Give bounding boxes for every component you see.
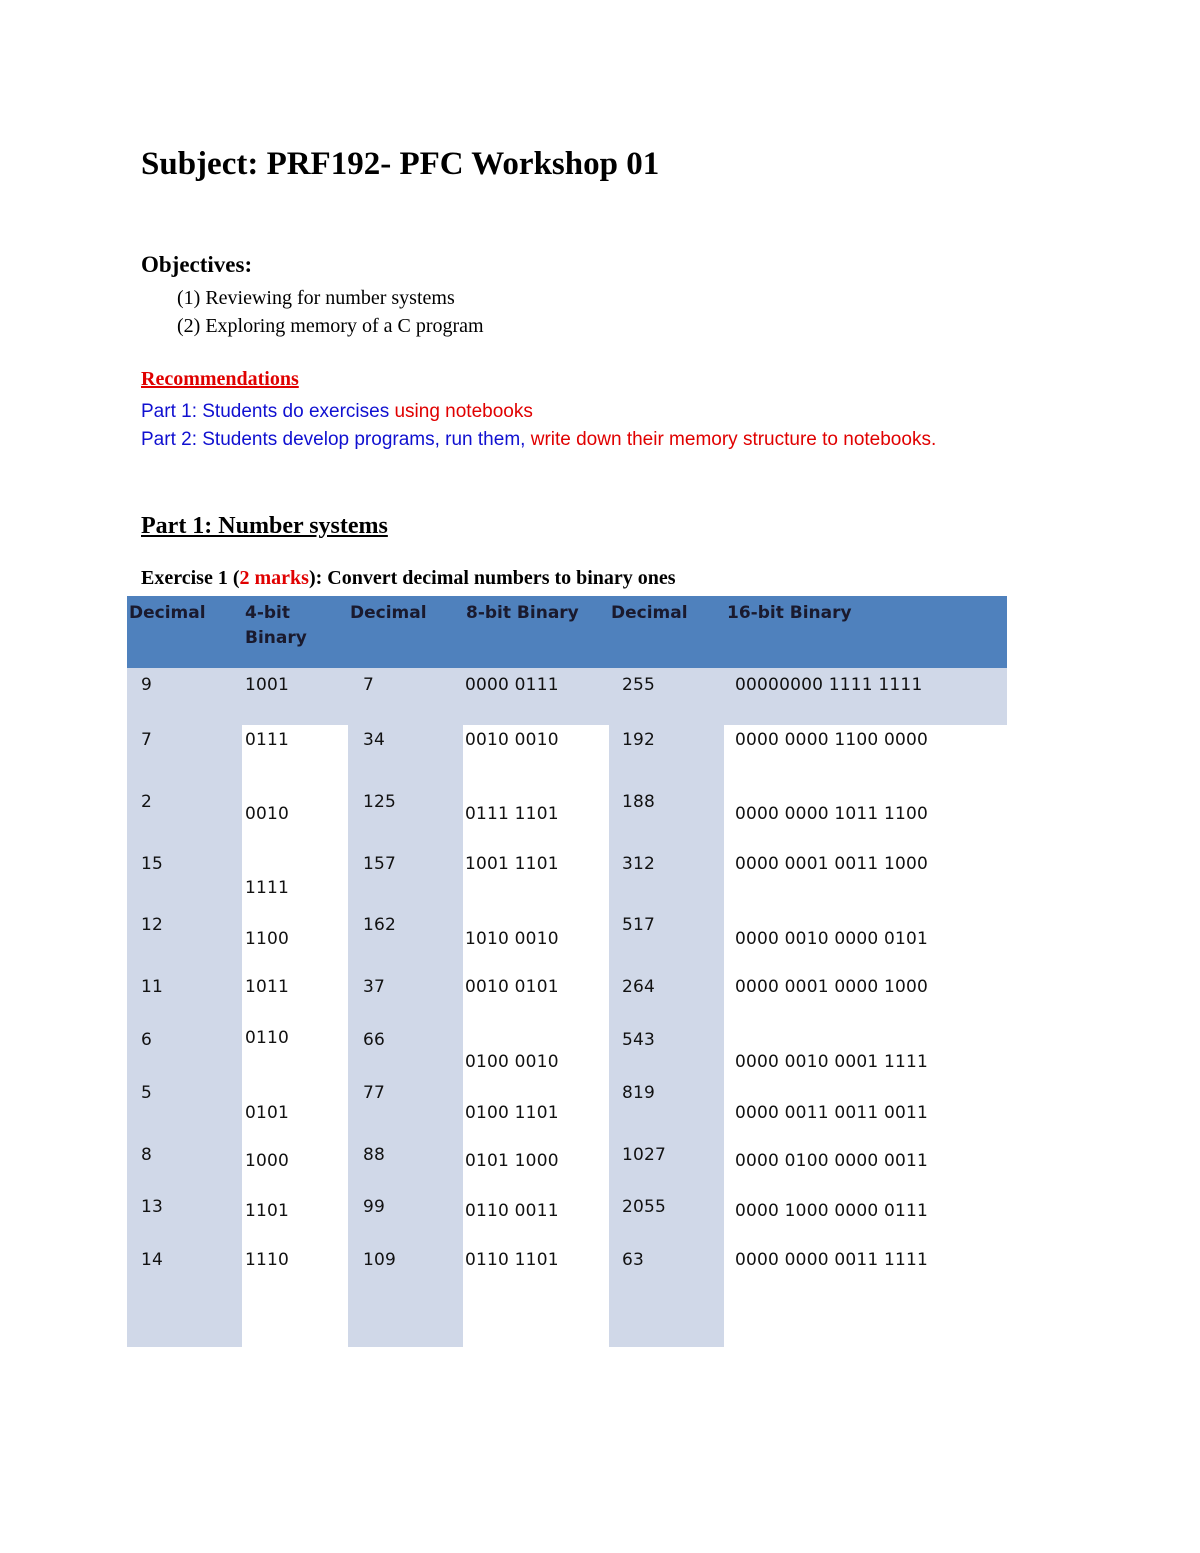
table-cell-decimal-8bit: 162 [363,915,397,935]
header-decimal: Decimal [611,603,688,623]
recommendation-part1 [141,398,961,426]
table-cell-decimal-16bit: 264 [622,977,656,997]
table-cell-decimal-8bit: 99 [363,1197,386,1217]
exercise1-marks: 2 marks [239,567,309,589]
table-cell-decimal-4bit: 6 [141,1030,153,1050]
table-cell-decimal-8bit: 109 [363,1250,397,1270]
table-cell-decimal-16bit: 2055 [622,1197,667,1217]
table-cell-binary-8bit: 0110 0011 [465,1201,559,1221]
header-decimal: Decimal [350,603,427,623]
table-cell-binary-16bit: 0000 0010 0001 1111 [735,1052,929,1072]
table-cell-decimal-4bit: 14 [141,1250,164,1270]
table-cell-binary-16bit: 0000 0000 1100 0000 [735,730,929,750]
table-cell-binary-4bit: 1111 [245,878,290,898]
table-cell-binary-4bit: 0010 [245,804,290,824]
recommendation-part2-emphasis: write down their memory structure to notebooks. [530,429,937,450]
table-cell-binary-4bit: 0111 [245,730,290,750]
table-cell-decimal-8bit: 88 [363,1145,386,1165]
exercise1-instruction: ): Convert decimal numbers to binary ones [308,567,676,589]
table-cell-binary-4bit: 1001 [245,675,290,695]
table-cell-decimal-4bit: 15 [141,854,164,874]
recommendation-part2 [141,426,961,454]
table-cell-binary-16bit: 0000 0000 1011 1100 [735,804,929,824]
table-cell-binary-8bit: 0110 1101 [465,1250,559,1270]
table-cell-binary-4bit: 1100 [245,929,290,949]
exercise1-label: Exercise 1 ( [141,567,240,589]
table-cell-binary-8bit: 0111 1101 [465,804,559,824]
table-cell-binary-8bit: 0100 0010 [465,1052,559,1072]
table-cell-decimal-8bit: 34 [363,730,386,750]
table-cell-binary-4bit: 1110 [245,1250,290,1270]
table-cell-decimal-16bit: 63 [622,1250,645,1270]
recommendation-part1-text: Part 1: Students do exercises [141,401,395,422]
table-cell-binary-8bit: 0010 0101 [465,977,559,997]
table-cell-decimal-16bit: 312 [622,854,656,874]
page-title: Subject: PRF192- PFC Workshop 01 [141,146,660,182]
table-cell-decimal-16bit: 543 [622,1030,656,1050]
table-cell-binary-8bit: 1010 0010 [465,929,559,949]
table-cell-decimal-16bit: 517 [622,915,656,935]
table-cell-decimal-16bit: 192 [622,730,656,750]
table-cell-decimal-4bit: 7 [141,730,153,750]
table-cell-binary-4bit: 1011 [245,977,290,997]
recommendation-part1-emphasis: using notebooks [394,401,533,422]
table-cell-binary-8bit: 0000 0111 [465,675,559,695]
objectives-heading: Objectives: [141,252,253,277]
table-cell-decimal-16bit: 819 [622,1083,656,1103]
table-cell-binary-8bit: 0010 0010 [465,730,559,750]
table-cell-decimal-4bit: 13 [141,1197,164,1217]
header-decimal: Decimal [129,603,206,623]
objective-item: (1) Reviewing for number systems [177,287,455,309]
table-cell-binary-4bit: 0101 [245,1103,290,1123]
table-cell-decimal-16bit: 188 [622,792,656,812]
table-cell-decimal-8bit: 7 [363,675,375,695]
table-cell-decimal-4bit: 5 [141,1083,153,1103]
table-cell-binary-16bit: 0000 0100 0000 0011 [735,1151,929,1171]
table-cell-binary-4bit: 1101 [245,1201,290,1221]
table-cell-binary-16bit: 0000 0001 0000 1000 [735,977,929,997]
header-16bit-binary: 16-bit Binary [727,603,852,623]
table-cell-decimal-4bit: 8 [141,1145,153,1165]
recommendations-title: Recommendations [141,368,299,390]
table-cell-binary-16bit: 00000000 1111 1111 [735,675,923,695]
table-cell-binary-16bit: 0000 0011 0011 0011 [735,1103,929,1123]
part1-title: Part 1: Number systems [141,513,388,539]
table-cell-decimal-8bit: 125 [363,792,397,812]
table-cell-binary-8bit: 0100 1101 [465,1103,559,1123]
table-cell-binary-16bit: 0000 1000 0000 0111 [735,1201,929,1221]
table-cell-decimal-4bit: 2 [141,792,153,812]
table-cell-binary-16bit: 0000 0000 0011 1111 [735,1250,929,1270]
table-cell-decimal-4bit: 11 [141,977,164,997]
table-cell-decimal-4bit: 9 [141,675,153,695]
table-cell-decimal-4bit: 12 [141,915,164,935]
table-cell-decimal-8bit: 77 [363,1083,386,1103]
table-cell-binary-16bit: 0000 0010 0000 0101 [735,929,929,949]
header-8bit-binary: 8-bit Binary [466,603,579,623]
table-cell-binary-8bit: 1001 1101 [465,854,559,874]
table-cell-binary-4bit: 0110 [245,1028,290,1048]
objective-item: (2) Exploring memory of a C program [177,315,484,337]
table-cell-decimal-8bit: 66 [363,1030,386,1050]
table-cell-decimal-8bit: 157 [363,854,397,874]
table-cell-binary-16bit: 0000 0001 0011 1000 [735,854,929,874]
table-cell-decimal-16bit: 255 [622,675,656,695]
table-cell-decimal-8bit: 37 [363,977,386,997]
table-cell-binary-4bit: 1000 [245,1151,290,1171]
header-4bit-binary: 4-bit Binary [245,603,307,648]
table-cell-binary-8bit: 0101 1000 [465,1151,559,1171]
recommendation-part2-text: Part 2: Students develop programs, run them, [141,429,531,450]
table-cell-decimal-16bit: 1027 [622,1145,667,1165]
exercise1-title [141,567,676,590]
